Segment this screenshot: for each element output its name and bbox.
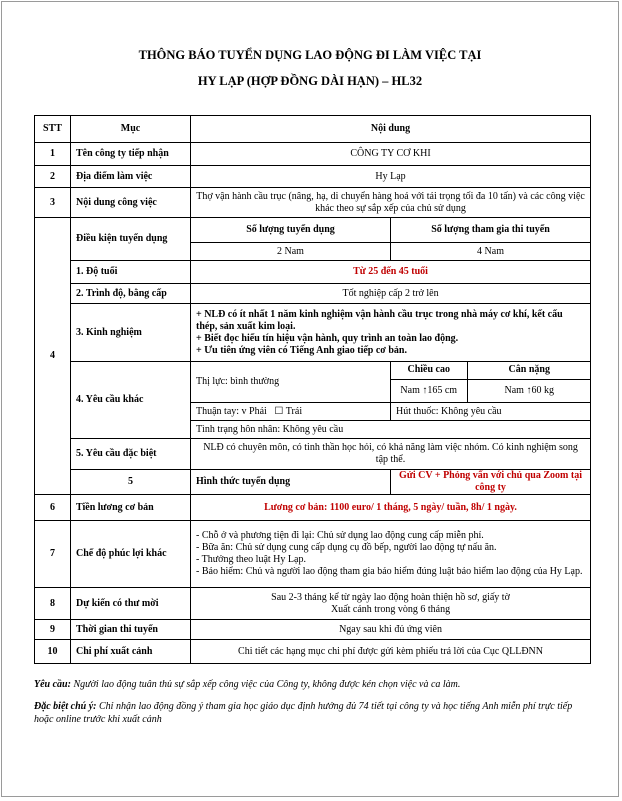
row-label: Chế độ phúc lợi khác	[71, 521, 191, 588]
header-stt: STT	[35, 116, 71, 143]
table-row	[35, 188, 591, 218]
row-number: 5	[71, 470, 191, 495]
candidate-count: 4 Nam	[391, 243, 591, 261]
table-row	[35, 284, 591, 304]
table-row	[35, 588, 591, 620]
benefit-line: - Thưởng theo luật Hy Lạp.	[196, 554, 306, 565]
title-line-2: HY LẠP (HỢP ĐỒNG DÀI HẠN) – HL32	[197, 74, 423, 88]
row-label: Chi phí xuất cảnh	[71, 640, 191, 664]
work-location: Hy Lạp	[191, 166, 591, 188]
invitation-line: Xuất cảnh trong vòng 6 tháng	[330, 603, 451, 615]
row-label: Điều kiện tuyển dụng	[71, 218, 191, 261]
row-label: 3. Kinh nghiệm	[71, 304, 191, 362]
candidate-count-header: Số lượng tham gia thi tuyển	[391, 218, 591, 243]
row-number: 8	[35, 588, 71, 620]
vision-requirement: Thị lực: bình thường	[191, 362, 391, 403]
requirement-note-text: Người lao động tuân thủ sự sắp xếp công việc của Công ty, không được kén chọn việc và ca làm.	[70, 679, 461, 690]
requirement-note	[34, 678, 594, 691]
row-label: Tiền lương cơ bản	[71, 495, 191, 521]
table-row	[35, 218, 591, 243]
row-number: 7	[35, 521, 71, 588]
recruitment-method: Gửi CV + Phỏng vấn với chủ qua Zoom tại công ty	[391, 470, 591, 495]
table-row	[35, 143, 591, 166]
marital-requirement: Tình trạng hôn nhân: Không yêu cầu	[191, 421, 591, 439]
weight-header: Cân nặng	[467, 362, 591, 379]
handedness-label: Thuận tay: v Phải	[196, 405, 267, 417]
education-requirement: Tốt nghiệp cấp 2 trở lên	[191, 284, 591, 304]
table-row	[35, 166, 591, 188]
invitation-line: Sau 2-3 tháng kể từ ngày lao động hoàn thiện hồ sơ, giấy tờ	[271, 591, 510, 603]
header-muc: Mục	[71, 116, 191, 143]
age-requirement: Từ 25 đến 45 tuổi	[191, 261, 591, 284]
table-row	[35, 495, 591, 521]
row-label: 2. Trình độ, bằng cấp	[71, 284, 191, 304]
experience-line: + NLĐ có ít nhất 1 năm kinh nghiệm vận hành cầu trục trong nhà máy cơ khí, kết cấu thép, sản xuất kim loại.	[196, 308, 563, 332]
height-weight-cell	[391, 362, 591, 403]
row-number: 1	[35, 143, 71, 166]
table-header-row	[35, 116, 591, 143]
table-row	[35, 439, 591, 470]
company-name: CÔNG TY CƠ KHI	[191, 143, 591, 166]
benefit-line: - Bữa ăn: Chủ sử dụng cung cấp dụng cụ đồ bếp, người lao động tự nấu ăn.	[196, 542, 497, 553]
invitation-timing	[191, 588, 591, 620]
job-description: Thợ vận hành cầu trục (nâng, hạ, di chuyển hàng hoá với tải trọng tối đa 10 tấn) và các công việc khác theo sự sắp xếp của chủ sử dụng	[191, 188, 591, 218]
row-number: 4	[35, 218, 71, 495]
title-line-1: THÔNG BÁO TUYỂN DỤNG LAO ĐỘNG ĐI LÀM VIỆC TẠI	[138, 48, 482, 62]
special-note-text: Chỉ nhận lao động đồng ý tham gia học giáo dục định hướng đủ 74 tiết tại công ty và học tiếng Anh miễn phí trực tiếp hoặc online trước khi xuất cảnh	[34, 701, 573, 725]
height-requirement: Nam ↑165 cm	[391, 379, 467, 402]
row-label: 5. Yêu cầu đặc biệt	[71, 439, 191, 470]
row-label: 1. Độ tuổi	[71, 261, 191, 284]
table-row	[35, 640, 591, 664]
row-label: Hình thức tuyển dụng	[191, 470, 391, 495]
handedness-requirement	[191, 403, 391, 421]
special-note-label: Đặc biệt chú ý:	[34, 701, 97, 712]
row-label: Địa điểm làm việc	[71, 166, 191, 188]
row-number: 9	[35, 620, 71, 640]
table-row	[35, 362, 591, 403]
row-label: Thời gian thi tuyển	[71, 620, 191, 640]
special-note	[34, 700, 594, 726]
height-header: Chiều cao	[391, 362, 467, 379]
row-number: 10	[35, 640, 71, 664]
base-salary: Lương cơ bản: 1100 euro/ 1 tháng, 5 ngày/ tuần, 8h/ 1 ngày.	[191, 495, 591, 521]
smoking-requirement: Hút thuốc: Không yêu cầu	[391, 403, 591, 421]
departure-cost: Chi tiết các hạng mục chi phí được gửi kèm phiếu trả lời của Cục QLLĐNN	[191, 640, 591, 664]
row-number: 3	[35, 188, 71, 218]
row-label: Tên công ty tiếp nhận	[71, 143, 191, 166]
row-label: Nội dung công việc	[71, 188, 191, 218]
requirement-note-label: Yêu cầu:	[34, 679, 71, 690]
table-row	[35, 261, 591, 284]
exam-time: Ngay sau khi đủ ứng viên	[191, 620, 591, 640]
weight-requirement: Nam ↑60 kg	[467, 379, 591, 402]
row-label: 4. Yêu cầu khác	[71, 362, 191, 439]
experience-requirement	[191, 304, 591, 362]
benefits	[191, 521, 591, 588]
row-number: 2	[35, 166, 71, 188]
checkbox-icon: ☐	[274, 405, 284, 417]
recruit-count-header: Số lượng tuyển dụng	[191, 218, 391, 243]
height-weight-table	[391, 362, 591, 402]
header-noidung: Nội dung	[191, 116, 591, 143]
document-title	[2, 42, 618, 94]
table-row	[35, 470, 591, 495]
recruitment-table	[34, 115, 591, 664]
experience-line: + Biết đọc hiểu tín hiệu vận hành, quy trình an toàn lao động.	[196, 332, 459, 344]
special-requirement: NLĐ có chuyên môn, có tinh thần học hỏi, có khả năng làm việc nhóm. Có kinh nghiệm song tập thể.	[191, 439, 591, 470]
document-page	[1, 1, 619, 797]
table-row	[35, 620, 591, 640]
row-label: Dự kiến có thư mời	[71, 588, 191, 620]
table-row	[35, 521, 591, 588]
recruit-count: 2 Nam	[191, 243, 391, 261]
row-number: 6	[35, 495, 71, 521]
table-row	[35, 304, 591, 362]
experience-line: + Ưu tiên ứng viên có Tiếng Anh giao tiếp cơ bản.	[196, 344, 407, 356]
handedness-left: Trái	[285, 405, 303, 417]
benefit-line: - Chỗ ở và phương tiện đi lại: Chủ sử dụng lao động cung cấp miễn phí.	[196, 530, 484, 541]
benefit-line: - Bảo hiểm: Chủ và người lao động tham gia bảo hiểm đúng luật bảo hiểm lao động của Hy Lạp.	[196, 566, 583, 577]
